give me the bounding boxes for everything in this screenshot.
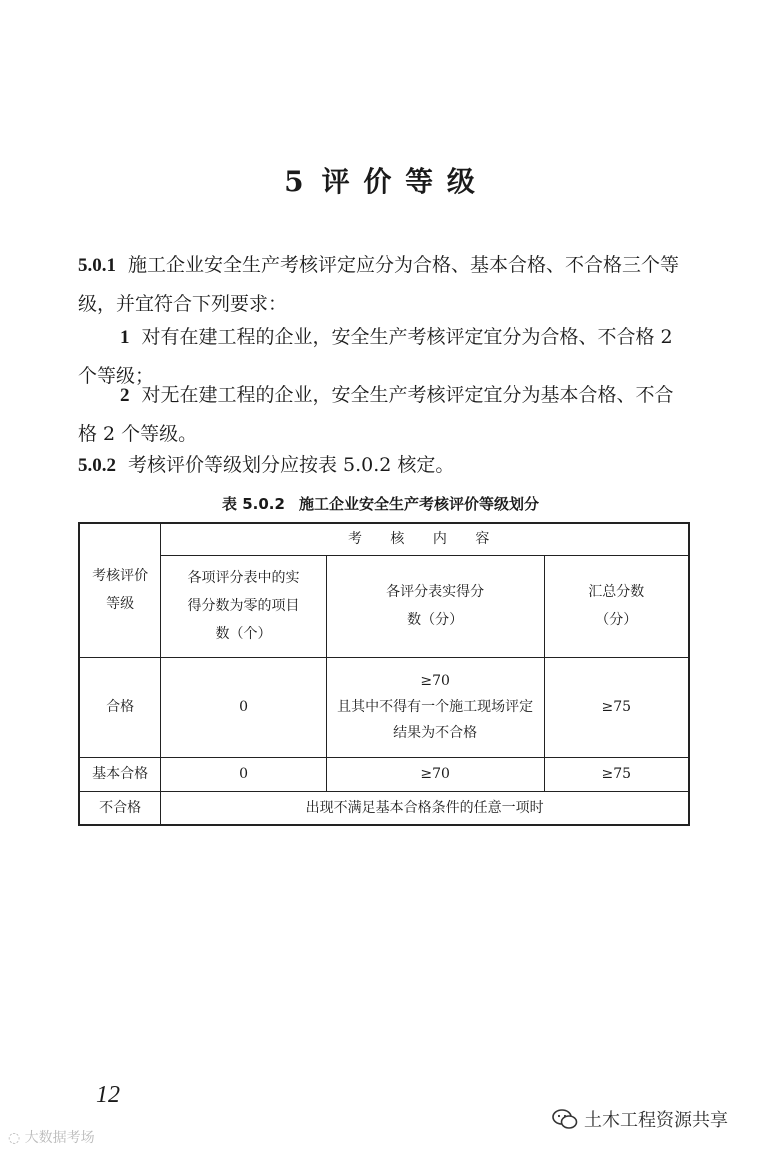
clause-text: 施工企业安全生产考核评定应分为合格、基本合格、不合格三个等级，并宜符合下列要求： [78,254,680,315]
watermark-right-text: 土木工程资源共享 [584,1110,728,1131]
header-grade: 考核评价等级 [79,523,161,657]
item-number: 1 [120,327,130,348]
clause-text: 考核评价等级划分应按表 5.0.2 核定。 [128,454,455,476]
table-caption-title: 施工企业安全生产考核评价等级划分 [298,495,539,513]
table-caption [0,493,761,514]
cell-zero-items: 0 [161,757,326,791]
item-text: 对无在建工程的企业，安全生产考核评定宜分为基本合格、不合格 2 个等级。 [78,384,674,445]
chapter-name: 评 价 等 级 [321,165,477,198]
cell-score [326,657,544,757]
watermark-logo-icon: ◌ [8,1130,21,1146]
chapter-title [0,160,761,200]
table-row [79,791,689,825]
cell-score-line2: 且其中不得有一个施工现场评定结果为不合格 [337,699,534,741]
cell-total: ≥75 [544,657,689,757]
clause-number: 5.0.2 [78,455,116,476]
header-group: 考 核 内 容 [161,523,689,555]
table-row [79,757,689,791]
clause-5-0-1 [78,246,690,323]
table-row [79,657,689,757]
cell-score-line1: ≥70 [420,673,450,689]
wechat-icon [552,1108,578,1130]
watermark-left: ◌ 大数据考场 [8,1130,95,1146]
page-number: 12 [96,1082,120,1108]
cell-grade: 基本合格 [79,757,161,791]
cell-grade: 不合格 [79,791,161,825]
header-score: 各评分表实得分数（分） [326,555,544,657]
grade-table [78,522,690,826]
cell-total: ≥75 [544,757,689,791]
cell-grade: 合格 [79,657,161,757]
table-header-row [79,523,689,555]
watermark-right [552,1106,728,1132]
header-total: 汇总分数（分） [544,555,689,657]
cell-merged-condition: 出现不满足基本合格条件的任意一项时 [161,791,689,825]
clause-number: 5.0.1 [78,255,116,276]
table-subheader-row [79,555,689,657]
clause-5-0-2 [78,446,690,485]
item-text: 对有在建工程的企业，安全生产考核评定宜分为合格、不合格 2 个等级； [78,326,673,387]
chapter-number: 5 [284,165,306,198]
cell-score: ≥70 [326,757,544,791]
clause-item-2 [78,376,690,453]
item-number: 2 [120,385,130,406]
header-zero-items: 各项评分表中的实得分数为零的项目数（个） [161,555,326,657]
cell-zero-items: 0 [161,657,326,757]
table-caption-number: 表 5.0.2 [222,495,285,513]
